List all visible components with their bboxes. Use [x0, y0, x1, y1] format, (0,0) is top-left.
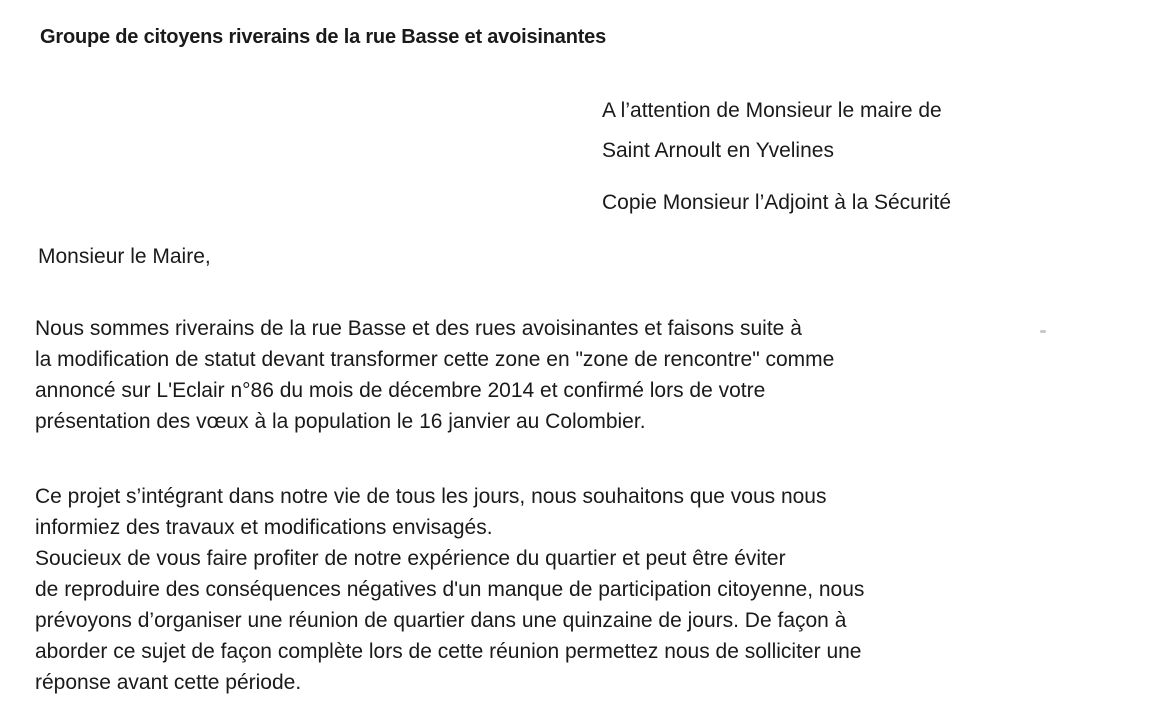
paragraph-line: Soucieux de vous faire profiter de notre expérience du quartier et peut être éviter: [35, 547, 786, 570]
paragraph-line: la modification de statut devant transformer cette zone en "zone de rencontre" comme: [35, 348, 835, 371]
sender-heading: Groupe de citoyens riverains de la rue Basse et avoisinantes: [40, 26, 607, 48]
recipient-block: [602, 91, 942, 171]
recipient-line: A l’attention de Monsieur le maire de: [602, 99, 942, 122]
paragraph-line: réponse avant cette période.: [35, 671, 302, 694]
paragraph-line: annoncé sur L'Eclair n°86 du mois de décembre 2014 et confirmé lors de votre: [35, 379, 766, 402]
paragraph-line: informiez des travaux et modifications envisagés.: [35, 516, 493, 539]
scan-speck: [1040, 330, 1046, 333]
salutation: Monsieur le Maire,: [38, 245, 211, 268]
paragraph-line: prévoyons d’organiser une réunion de quartier dans une quinzaine de jours. De façon à: [35, 609, 847, 632]
paragraph-line: présentation des vœux à la population le 16 janvier au Colombier.: [35, 410, 646, 433]
paragraph-line: Nous sommes riverains de la rue Basse et des rues avoisinantes et faisons suite à: [35, 317, 802, 340]
recipient-line: Saint Arnoult en Yvelines: [602, 139, 834, 162]
copy-line: Copie Monsieur l’Adjoint à la Sécurité: [602, 191, 952, 214]
paragraph-2: [35, 481, 864, 698]
paragraph-line: aborder ce sujet de façon complète lors de cette réunion permettez nous de solliciter une: [35, 640, 862, 663]
paragraph-1: [35, 313, 834, 437]
paragraph-line: Ce projet s’intégrant dans notre vie de tous les jours, nous souhaitons que vous nous: [35, 485, 827, 508]
paragraph-line: de reproduire des conséquences négatives d'un manque de participation citoyenne, nous: [35, 578, 865, 601]
